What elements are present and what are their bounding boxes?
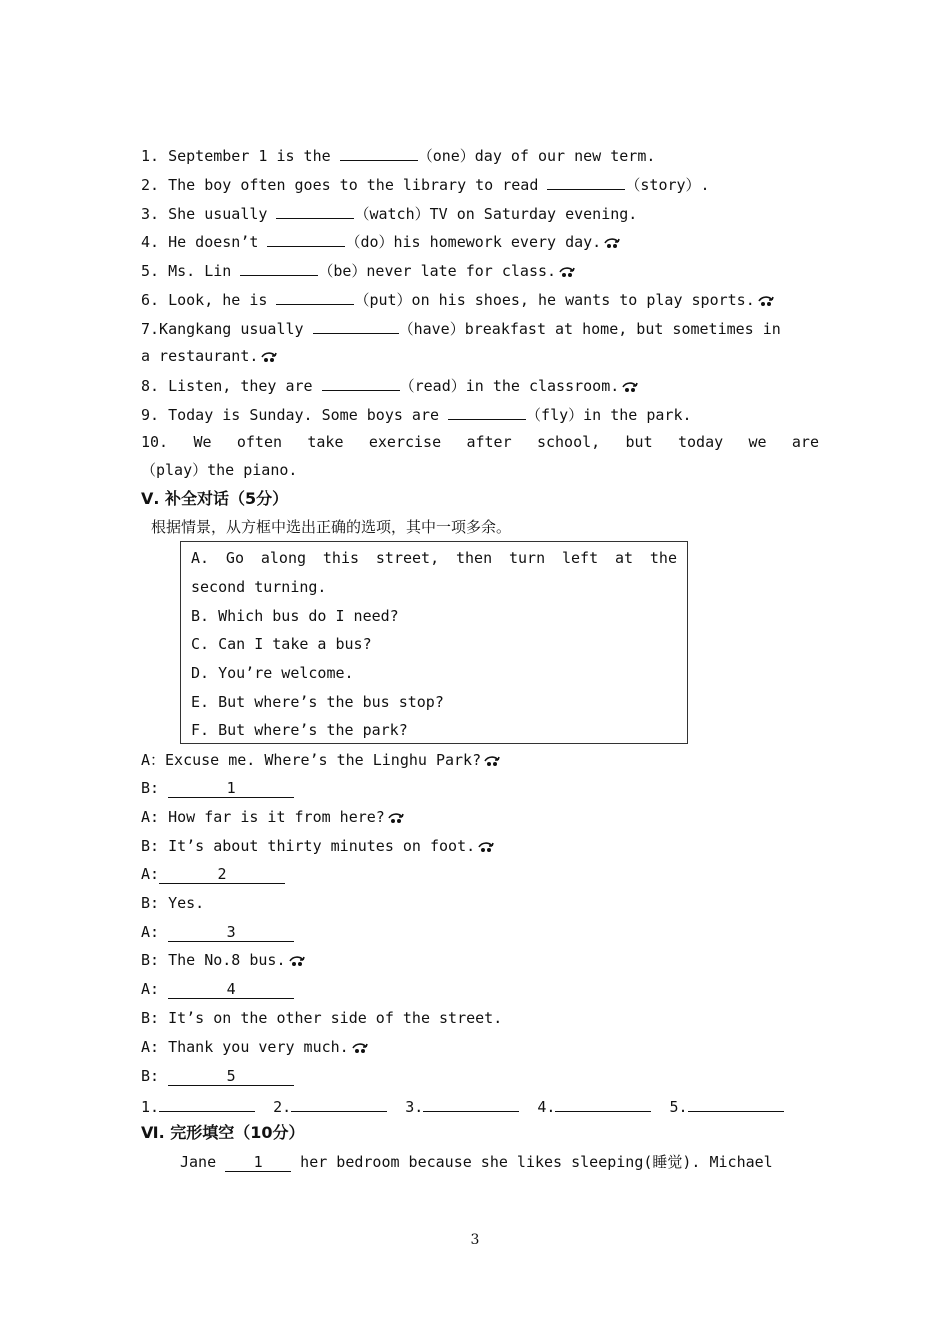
option-e: E. But where’s the bus stop? [191, 693, 444, 711]
section-instruction: 根据情景，从方框中选出正确的选项，其中一项多余。 [151, 518, 512, 536]
dialogue-line: B: 5 [141, 1064, 294, 1088]
section-heading-dialogue: Ⅴ. 补全对话（5分） [141, 489, 289, 508]
answer-blank[interactable] [555, 1093, 651, 1112]
answer-blank[interactable] [240, 257, 318, 276]
answer-blank[interactable] [313, 315, 399, 334]
cloze-first-line: Jane 1 her bedroom because she likes sleeping(睡觉). Michael [180, 1153, 773, 1171]
exercise-item-8: 8. Listen, they are （read）in the classroom. [141, 372, 639, 396]
page-number: 3 [470, 1232, 480, 1248]
exercise-item-1: 1. September 1 is the （one）day of our new term. [141, 142, 655, 166]
exercise-item-5: 5. Ms. Lin （be）never late for class. [141, 257, 576, 281]
dialogue-line: B: It’s on the other side of the street. [141, 1009, 503, 1027]
dialogue-line: B: It’s about thirty minutes on foot. [141, 834, 495, 858]
options-box [180, 541, 688, 744]
option-d: D. You’re welcome. [191, 664, 354, 682]
dialogue-line: B: Yes. [141, 894, 205, 912]
return-mark-icon [351, 1042, 369, 1054]
answer-blank[interactable] [291, 1093, 387, 1112]
option-b: B. Which bus do I need? [191, 607, 399, 625]
option-f: F. But where’s the park? [191, 721, 408, 739]
exercise-item-7-cont: a restaurant. [141, 344, 278, 368]
exercise-item-6: 6. Look, he is （put）on his shoes, he wants to play sports. [141, 286, 775, 310]
exercise-item-10-cont: （play）the piano. [141, 461, 298, 479]
return-mark-icon [621, 381, 639, 393]
dialogue-blank[interactable]: 5 [168, 1067, 294, 1086]
answer-row: 1. 2. 3. 4. 5. [141, 1093, 784, 1117]
exercise-item-9: 9. Today is Sunday. Some boys are （fly）in the park. [141, 401, 692, 425]
answer-blank[interactable] [276, 286, 354, 305]
answer-blank[interactable] [688, 1093, 784, 1112]
exercise-item-3: 3. She usually （watch）TV on Saturday evening. [141, 200, 637, 224]
return-mark-icon [288, 955, 306, 967]
exercise-item-2: 2. The boy often goes to the library to read （story）. [141, 171, 710, 195]
dialogue-line: A: Thank you very much. [141, 1035, 369, 1059]
dialogue-blank[interactable]: 2 [159, 865, 285, 884]
return-mark-icon [260, 351, 278, 363]
return-mark-icon [477, 841, 495, 853]
return-mark-icon [603, 237, 621, 249]
dialogue-line: A: 3 [141, 920, 294, 944]
dialogue-blank[interactable]: 1 [168, 779, 294, 798]
dialogue-line: A：Excuse me. Where’s the Linghu Park? [141, 748, 501, 772]
dialogue-line: A: How far is it from here? [141, 805, 405, 829]
option-a-cont: second turning. [191, 578, 327, 596]
exercise-item-4: 4. He doesn’t （do）his homework every day. [141, 228, 621, 252]
answer-blank[interactable] [423, 1093, 519, 1112]
exercise-item-7: 7.Kangkang usually （have）breakfast at home, but sometimes in [141, 315, 781, 339]
return-mark-icon [757, 295, 775, 307]
return-mark-icon [483, 755, 501, 767]
option-c: C. Can I take a bus? [191, 635, 372, 653]
answer-blank[interactable] [276, 200, 354, 219]
return-mark-icon [387, 812, 405, 824]
return-mark-icon [558, 266, 576, 278]
dialogue-line: B: The No.8 bus. [141, 948, 306, 972]
dialogue-line: A: 4 [141, 977, 294, 1001]
cloze-blank[interactable]: 1 [225, 1153, 291, 1172]
answer-blank[interactable] [340, 142, 418, 161]
answer-blank[interactable] [322, 372, 400, 391]
answer-blank[interactable] [448, 401, 526, 420]
dialogue-line: B: 1 [141, 776, 294, 800]
answer-blank[interactable] [159, 1093, 255, 1112]
option-a: A. Go along this street, then turn left at the [191, 549, 677, 567]
answer-blank[interactable] [547, 171, 625, 190]
dialogue-blank[interactable]: 4 [168, 980, 294, 999]
section-heading-cloze: Ⅵ. 完形填空（10分） [141, 1123, 305, 1142]
dialogue-blank[interactable]: 3 [168, 923, 294, 942]
dialogue-line: A: 2 [141, 862, 285, 886]
answer-blank[interactable] [267, 228, 345, 247]
exercise-item-10: 10. We often take exercise after school, but today we are [141, 433, 819, 451]
